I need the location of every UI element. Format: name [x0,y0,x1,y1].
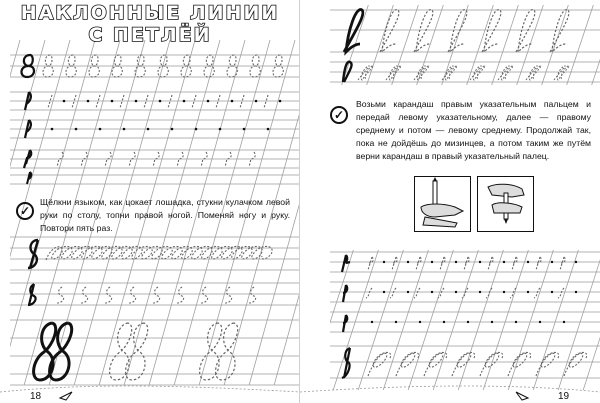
small-trace-loops [358,66,569,80]
row2-sample-letter [25,92,31,110]
page-title-line1: НАКЛОННЫЕ ЛИНИИ [20,2,280,24]
right-page [300,0,600,403]
right-ruled-lines-bottom [330,252,600,378]
instruction-text: Возьми карандаш правым указательным пальцем и передай левому указательному, далее — правому среднему и потом — левому среднему. Продолжай так, пока не дойдёшь до мизинцев, а потом таким же путём верни карандаш в правый указательный палец. [356,99,591,161]
page-number: 19 [558,391,570,402]
page-title-line2: С ПЕТЛЁЙ [88,24,212,46]
right-ruled-lines-top [330,10,600,82]
row2-trace-marks [48,95,268,108]
paper-plane-icon [516,392,528,400]
row7-sample-letter [28,284,36,305]
bottom-decor-curve [300,386,600,392]
right-slant-lines-bottom [305,245,600,400]
page-number: 18 [30,391,42,402]
hand-pencil-icon [415,177,470,230]
paper-plane-icon [60,392,72,400]
large-trace-figures [110,323,238,380]
top-trace-loops [380,10,569,52]
hand-pencil-illustration-2 [477,176,534,232]
bottom-decor-curve [0,386,300,392]
row3-sample-letter [25,120,31,138]
bottom-trace-letters [366,257,587,376]
instruction-text: Щёлкни языком, как цокает лошадка, стукни кулачком левой руки по столу, топни правой ногой. Поменяй ногу и руку. Повтори пять раз. [40,197,290,233]
checkmark-circle-icon: ✓ [16,202,34,220]
checkmark-circle-icon: ✓ [330,106,348,124]
hand-pencil-illustration-1 [414,176,471,232]
hand-pencil-icon [478,177,533,230]
